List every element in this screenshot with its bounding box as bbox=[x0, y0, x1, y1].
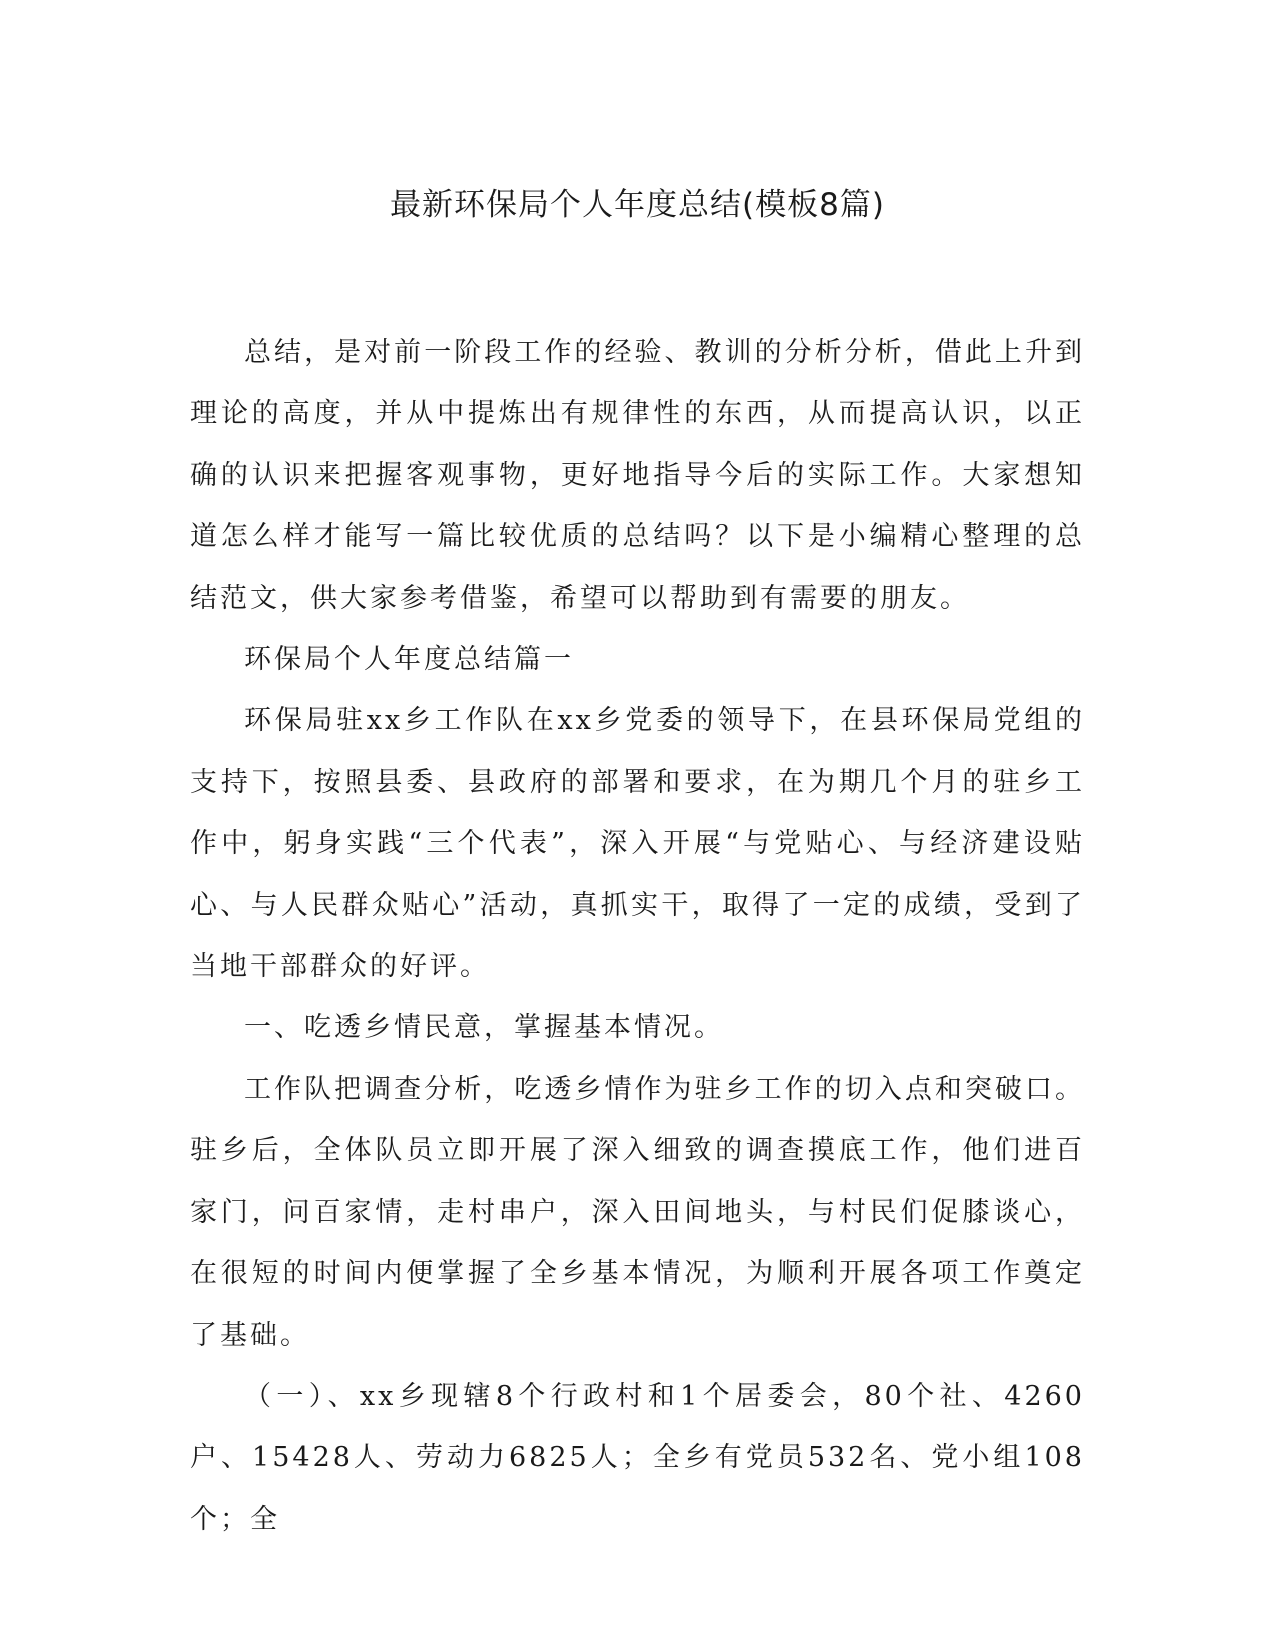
document-body bbox=[190, 322, 1085, 1550]
body-paragraph: 工作队把调查分析，吃透乡情作为驻乡工作的切入点和突破口。驻乡后，全体队员立即开展了深入细致的调查摸底工作，他们进百家门，问百家情，走村串户，深入田间地头，与村民们促膝谈心，在很短的时间内便掌握了全乡基本情况，为顺利开展各项工作奠定了基础。 bbox=[190, 1073, 1085, 1351]
document-title: 最新环保局个人年度总结(模板8篇) bbox=[390, 187, 885, 223]
intro-paragraph: 总结，是对前一阶段工作的经验、教训的分析分析，借此上升到理论的高度，并从中提炼出有规律性的东西，从而提高认识，以正确的认识来把握客观事物，更好地指导今后的实际工作。大家想知道怎么样才能写一篇比较优质的总结吗？以下是小编精心整理的总结范文，供大家参考借鉴，希望可以帮助到有需要的朋友。 bbox=[190, 337, 1085, 614]
body-paragraph: （一）、xx乡现辖8个行政村和1个居委会，80个社、4260户、15428人、劳动力6825人；全乡有党员532名、党小组108个；全 bbox=[190, 1380, 1085, 1535]
subsection-heading: 一、吃透乡情民意，掌握基本情况。 bbox=[244, 1012, 724, 1044]
body-paragraph: 环保局驻xx乡工作队在xx乡党委的领导下，在县环保局党组的支持下，按照县委、县政府的部署和要求，在为期几个月的驻乡工作中，躬身实践“三个代表”，深入开展“与党贴心、与经济建设贴心、与人民群众贴心”活动，真抓实干，取得了一定的成绩，受到了当地干部群众的好评。 bbox=[190, 705, 1085, 983]
section-heading-part-one: 环保局个人年度总结篇一 bbox=[244, 644, 574, 676]
